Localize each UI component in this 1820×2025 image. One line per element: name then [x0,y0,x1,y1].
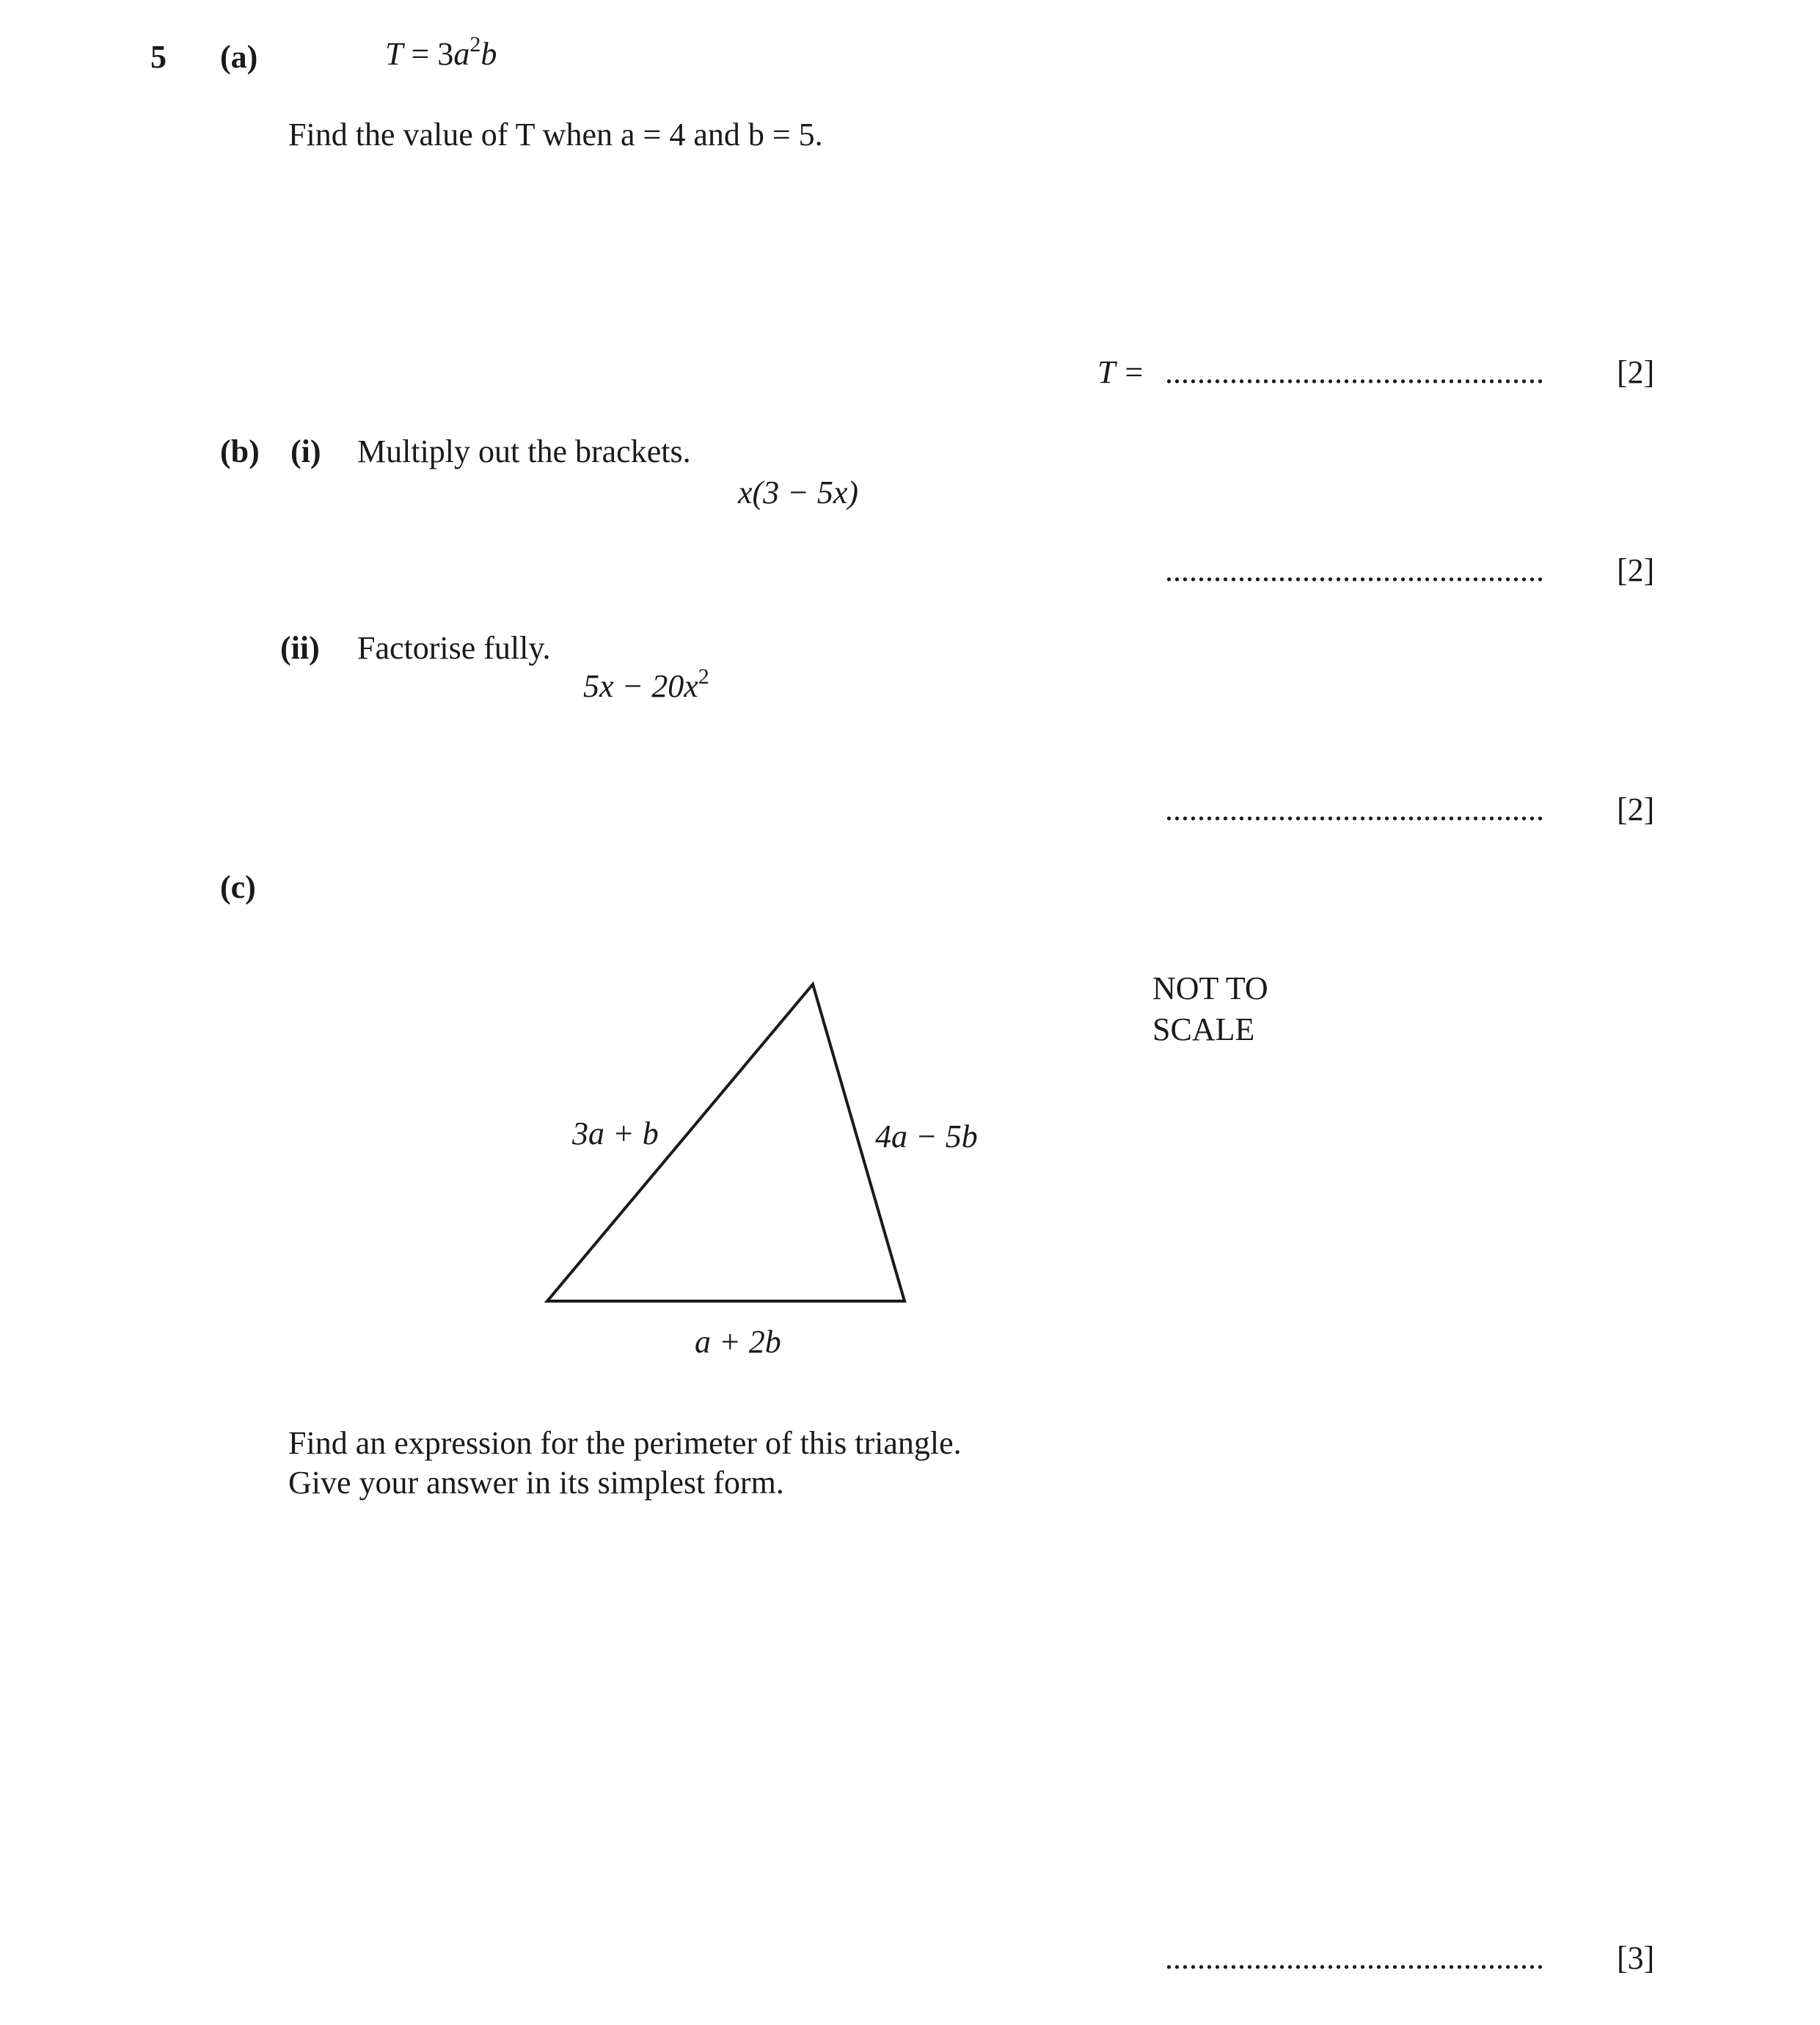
part-b-i-label: (i) [290,433,321,469]
part-b-ii-answer-line[interactable]: ............................................... [1165,791,1544,827]
side-left-label: 3a + b [572,1116,659,1151]
part-a-answer-prefix: T = [1097,354,1145,390]
part-b-label: (b) [220,433,260,469]
question-number: 5 [150,39,167,75]
part-b-i-answer-line[interactable]: ............................................... [1165,552,1544,588]
formula-lhs: T [385,36,403,72]
part-c-instruction-line2: Give your answer in its simplest form. [288,1465,784,1501]
part-c-label: (c) [220,869,256,905]
part-a-marks: [2] [1617,354,1655,390]
part-a-answer-line[interactable]: ............................................... [1165,354,1544,390]
part-b-ii-instruction: Factorise fully. [357,630,551,666]
formula-var-a: a [453,36,470,72]
part-a-instruction: Find the value of T when a = 4 and b = 5. [288,117,823,153]
part-b-i-instruction: Multiply out the brackets. [357,433,691,469]
part-c-instruction-line1: Find an expression for the perimeter of this triangle. [288,1425,962,1461]
part-b-ii-marks: [2] [1617,791,1655,827]
side-right-label: 4a − 5b [875,1118,978,1154]
side-bottom-label: a + 2b [695,1324,781,1360]
not-to-scale-line1: NOT TO [1152,970,1268,1006]
part-b-ii-exponent: 2 [698,664,709,689]
part-b-i-marks: [2] [1617,552,1655,588]
formula-rhs-pre: = 3 [411,36,454,72]
not-to-scale-line2: SCALE [1152,1011,1255,1047]
formula-exponent: 2 [469,32,481,56]
part-c-answer-line[interactable]: ............................................... [1165,1940,1544,1976]
part-c-marks: [3] [1617,1940,1655,1976]
formula-var-b: b [480,36,497,72]
part-a-label: (a) [220,39,258,75]
part-b-ii-label: (ii) [280,630,320,666]
part-b-i-expression: x(3 − 5x) [738,475,859,510]
part-b-ii-expression-base: 5x − 20x [583,668,698,704]
